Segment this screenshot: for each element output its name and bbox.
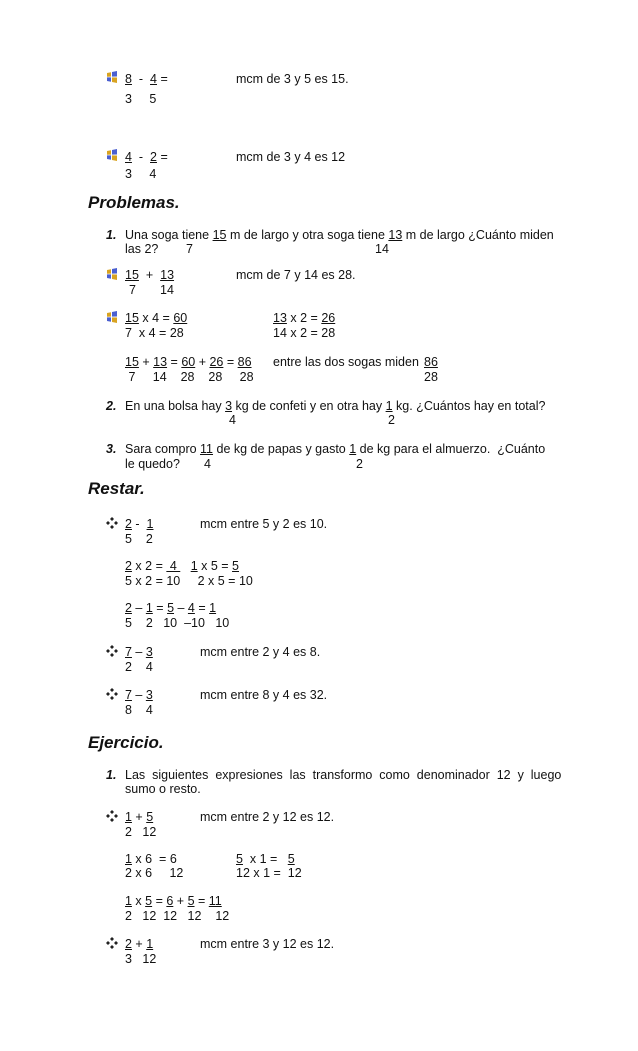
diamond-bullet-icon xyxy=(106,937,118,949)
denominators: 8 4 xyxy=(125,703,153,717)
denominator: 14 xyxy=(160,283,174,297)
section-heading: Problemas. xyxy=(88,193,180,212)
multiplication-line: 2 x 2 = 4 1 x 5 = 5 xyxy=(125,559,239,573)
exercise-text: Las siguientes expresiones las transformo como denominador 12 y luego xyxy=(125,768,562,782)
item-number: 1. xyxy=(106,228,117,242)
result-numerator: 86 xyxy=(424,355,438,369)
windows-flag-icon xyxy=(106,311,118,323)
diamond-bullet-icon xyxy=(106,645,118,657)
lcm-note: mcm entre 5 y 2 es 10. xyxy=(200,517,328,531)
fraction-expression: 2 + 1 xyxy=(125,937,154,951)
item-number: 1. xyxy=(106,768,117,782)
denominator: 7 xyxy=(186,242,193,256)
fraction-expression: 8 - 4 = xyxy=(125,72,168,86)
lcm-note: mcm entre 8 y 4 es 32. xyxy=(200,688,328,702)
denominator: 2 xyxy=(388,413,395,427)
lcm-note: mcm de 3 y 4 es 12 xyxy=(236,150,346,164)
multiplication-line: 12 x 1 = 12 xyxy=(236,866,302,880)
multiplication-line: 5 x 2 = 10 2 x 5 = 10 xyxy=(125,574,253,588)
sum-line: 1 x 5 = 6 + 5 = 11 xyxy=(125,894,222,908)
fraction-expression: 1 + 5 xyxy=(125,810,154,824)
denominators: 2 4 xyxy=(125,660,153,674)
denominator: 4 xyxy=(229,413,236,427)
multiplication-line: 15 x 4 = 60 xyxy=(125,311,188,325)
fraction-expression: 4 - 2 = xyxy=(125,150,168,164)
denominators: 3 4 xyxy=(125,167,157,181)
problem-text: le quedo? xyxy=(125,457,180,471)
section-heading: Restar. xyxy=(88,479,145,498)
windows-flag-icon xyxy=(106,149,118,161)
denominator: 4 xyxy=(204,457,211,471)
difference-line: 2 – 1 = 5 – 4 = 1 xyxy=(125,601,217,615)
problem-text: Una soga tiene 15 m de largo y otra soga tiene 13 m de largo ¿Cuánto miden xyxy=(125,228,554,242)
item-number: 3. xyxy=(106,442,117,456)
lcm-note: mcm de 3 y 5 es 15. xyxy=(236,72,349,86)
denominators: 2 12 xyxy=(125,825,157,839)
diamond-bullet-icon xyxy=(106,688,118,700)
fraction-expression: 7 – 3 xyxy=(125,688,153,702)
problem-text: las 2? xyxy=(125,242,159,256)
multiplication-line: 14 x 2 = 28 xyxy=(273,326,336,340)
fraction-expression: 2 - 1 xyxy=(125,517,154,531)
denominators: 5 2 10 –10 10 xyxy=(125,616,230,630)
denominators: 3 5 xyxy=(125,92,157,106)
denominators: 7 14 28 28 28 xyxy=(125,370,254,384)
result-note: entre las dos sogas miden xyxy=(273,355,423,369)
fraction-expression: 15 + 13 xyxy=(125,268,175,282)
sum-line: 15 + 13 = 60 + 26 = 86 xyxy=(125,355,252,369)
problem-text: En una bolsa hay 3 kg de confeti y en otra hay 1 kg. ¿Cuántos hay en total? xyxy=(125,399,546,413)
multiplication-line: 2 x 6 12 xyxy=(125,866,184,880)
denominators: 5 2 xyxy=(125,532,153,546)
multiplication-line: 7 x 4 = 28 xyxy=(125,326,184,340)
fraction-expression: 7 – 3 xyxy=(125,645,153,659)
denominator: 14 xyxy=(375,242,389,256)
denominator: 2 xyxy=(356,457,363,471)
denominator: 7 xyxy=(129,283,136,297)
lcm-note: mcm entre 2 y 12 es 12. xyxy=(200,810,335,824)
windows-flag-icon xyxy=(106,71,118,83)
multiplication-line: 1 x 6 = 6 xyxy=(125,852,177,866)
lcm-note: mcm de 7 y 14 es 28. xyxy=(236,268,356,282)
exercise-text: sumo o resto. xyxy=(125,782,201,796)
section-heading: Ejercicio. xyxy=(88,733,164,752)
diamond-bullet-icon xyxy=(106,810,118,822)
problem-text: Sara compro 11 de kg de papas y gasto 1 de kg para el almuerzo. ¿Cuánto xyxy=(125,442,546,456)
item-number: 2. xyxy=(106,399,117,413)
denominators: 3 12 xyxy=(125,952,157,966)
windows-flag-icon xyxy=(106,268,118,280)
lcm-note: mcm entre 2 y 4 es 8. xyxy=(200,645,321,659)
multiplication-line: 13 x 2 = 26 xyxy=(273,311,336,325)
diamond-bullet-icon xyxy=(106,517,118,529)
lcm-note: mcm entre 3 y 12 es 12. xyxy=(200,937,335,951)
multiplication-line: 5 x 1 = 5 xyxy=(236,852,295,866)
result-denominator: 28 xyxy=(424,370,438,384)
denominators: 2 12 12 12 12 xyxy=(125,909,230,923)
